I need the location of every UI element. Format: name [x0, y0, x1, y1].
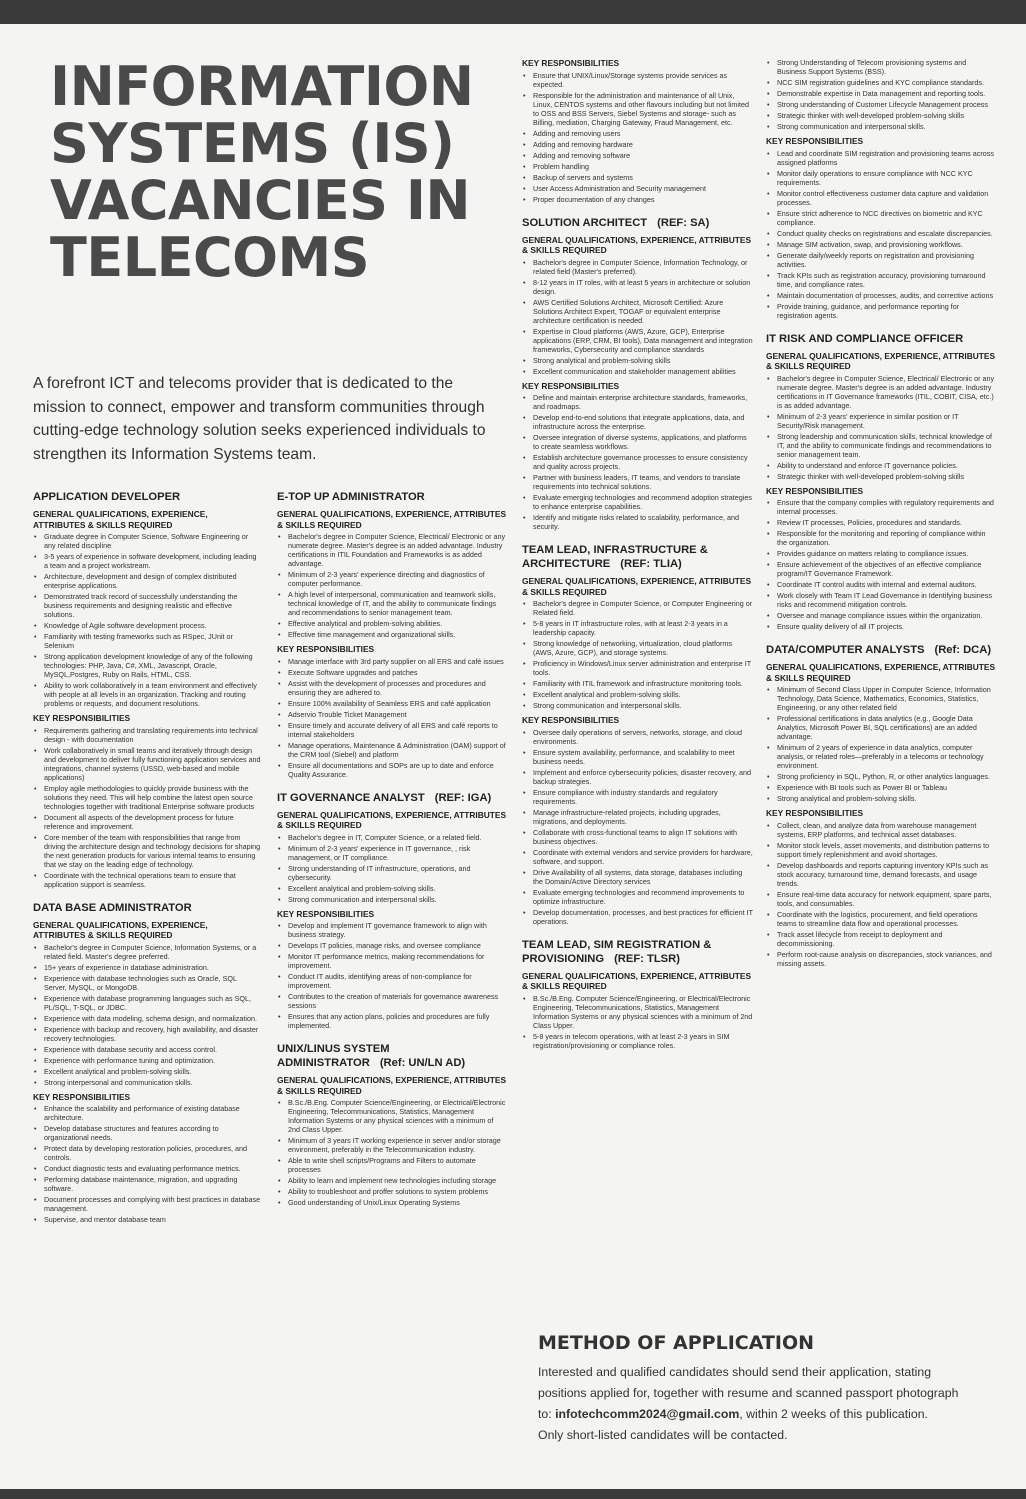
responsibilities-list: [33, 726, 261, 889]
list-item: • Strong communication and interpersonal skills.: [522, 701, 754, 710]
list-item: • Experience with database technologies such as Oracle, SQL Server, MySQL, or MongoDB.: [33, 974, 261, 992]
job-title: APPLICATION DEVELOPER: [33, 491, 181, 503]
responsibilities-heading: KEY RESPONSIBILITIES: [277, 644, 375, 654]
list-item: • Perform root-cause analysis on discrepancies, stock variances, and missing assets.: [766, 950, 996, 968]
qualifications-heading: GENERAL QUALIFICATIONS, EXPERIENCE, ATTRIBUTES & SKILLS REQUIRED: [33, 919, 208, 940]
list-item: • Excellent analytical and problem-solving skills.: [277, 884, 507, 893]
list-item: • 8-12 years in IT roles, with at least 5 years in architecture or solution design.: [522, 278, 754, 296]
method-line-3-rest: , within 2 weeks of this publication.: [739, 1407, 928, 1421]
list-item: • Manage interface with 3rd party supplier on all ERS and café issues: [277, 657, 507, 666]
list-item: • Bachelor's degree in Computer Science, Information Systems, or a related field. Master's degree preferred.: [33, 943, 261, 961]
list-item: • A high level of interpersonal, communication and teamwork skills, technical knowledge of IT, and the ability to communicate findings and recommendations to senior management team.: [277, 590, 507, 617]
responsibilities-heading: KEY RESPONSIBILITIES: [33, 1091, 131, 1102]
list-item: • 3-5 years of experience in software development, including leading a team and a project workstream.: [33, 552, 261, 570]
list-item: • Ability to work collaboratively in a team environment and effectively with people at all levels in an organization. Tracking and routing problems or requests, and document resolutions.: [33, 681, 261, 708]
list-item: • Minimum of 2-3 years' experience directing and diagnostics of computer performance.: [277, 570, 507, 588]
list-item: • Ensure strict adherence to NCC directives on biometric and KYC compliance.: [766, 209, 996, 227]
qualifications-heading: GENERAL QUALIFICATIONS, EXPERIENCE, ATTRIBUTES & SKILLS REQUIRED: [522, 970, 752, 991]
list-item: • Conduct IT audits, identifying areas of non-compliance for improvement.: [277, 972, 507, 990]
qualifications-list: [33, 532, 261, 708]
list-item: • Supervise, and mentor database team: [33, 1215, 261, 1224]
list-item: • Demonstrable expertise in Data management and reporting tools.: [766, 89, 996, 98]
job-ref: (REF: TLIA): [620, 558, 682, 570]
list-item: • Strong analytical and problem-solving skills: [522, 356, 754, 365]
qualifications-heading: GENERAL QUALIFICATIONS, EXPERIENCE, ATTRIBUTES & SKILLS REQUIRED: [766, 350, 996, 371]
list-item: • Collect, clean, and analyze data from warehouse management systems, ERP platforms, and technical asset databases.: [766, 821, 996, 839]
responsibilities-list: [766, 149, 996, 320]
list-item: • Collaborate with cross-functional teams to align IT solutions with business objectives.: [522, 828, 754, 846]
list-item: • Ensure 100% availability of Seamless ERS and café application: [277, 699, 507, 708]
job-title: IT RISK AND COMPLIANCE OFFICER: [766, 332, 964, 345]
list-item: • Strong analytical and problem-solving skills.: [766, 794, 996, 803]
job-title: [277, 791, 507, 805]
list-item: • Identify and mitigate risks related to scalability, performance, and security.: [522, 513, 754, 531]
list-item: • 15+ years of experience in database administration.: [33, 963, 261, 972]
section-unix-linux-administrator: [277, 1042, 507, 1207]
list-item: • Experience with backup and recovery, high availability, and disaster recovery technologies.: [33, 1025, 261, 1043]
method-line-3: [538, 1404, 998, 1425]
list-item: • Minimum of 2-3 years' experience in similar position or IT Security/Risk management.: [766, 412, 996, 430]
list-item: • Establish architecture governance processes to ensure consistency and quality across projects.: [522, 453, 754, 471]
list-item: • Proficiency in Windows/Linux server administration and enterprise IT tools.: [522, 659, 754, 677]
section-application-developer: [33, 490, 261, 889]
list-item: • Work closely with Team IT Lead Governance in Identifying business risks and recommend mitigation controls.: [766, 591, 996, 609]
list-item: • Bachelor's degree in Computer Science, Information Technology, or related field (Master's preferred).: [522, 258, 754, 276]
qualifications-list: [277, 1098, 507, 1207]
list-item: • Professional certifications in data analytics (e.g., Google Data Analytics, Microsoft Power BI, SQL certifications) are an added advantage.: [766, 714, 996, 741]
list-item: • Ensure all documentations and SOPs are up to date and enforce Quality Assurance.: [277, 761, 507, 779]
list-item: • Strong application development knowledge of any of the following technologies: PHP, Java, C#, XML, Javascript, Oracle, MySQL,Postgres, Ruby on Rails, HTML, CSS.: [33, 652, 261, 679]
list-item: • Monitor IT performance metrics, making recommendations for improvement.: [277, 952, 507, 970]
list-item: • Ensure real-time data accuracy for network equipment, spare parts, tools, and consumables.: [766, 890, 996, 908]
job-title-text: IT GOVERNANCE ANALYST: [277, 791, 425, 804]
job-title: [766, 643, 996, 657]
list-item: • AWS Certified Solutions Architect, Microsoft Certified: Azure Solutions Architect Expert, TOGAF or equivalent enterprise architecture certification is needed.: [522, 298, 754, 325]
to-label: to:: [538, 1407, 552, 1421]
list-item: • Oversee and manage compliance issues within the organization.: [766, 611, 996, 620]
list-item: • Partner with business leaders, IT teams, and vendors to translate requirements into technical solutions.: [522, 473, 754, 491]
list-item: • Track KPIs such as registration accuracy, provisioning turnaround time, and compliance rates.: [766, 271, 996, 289]
list-item: • Experience with performance tuning and optimization.: [33, 1056, 261, 1065]
list-item: • Evaluate emerging technologies and recommend improvements to optimize infrastructure.: [522, 888, 754, 906]
responsibilities-heading: KEY RESPONSIBILITIES: [522, 58, 620, 68]
list-item: • User Access Administration and Security management: [522, 184, 754, 193]
list-item: • Ensure quality delivery of all IT projects.: [766, 622, 996, 631]
list-item: • Manage operations, Maintenance & Administration (OAM) support of the CRM tool (Siebel) and platform: [277, 741, 507, 759]
list-item: • Ensure that UNIX/Linux/Storage systems provide services as expected.: [522, 71, 754, 89]
list-item: • Drive Availability of all systems, data storage, databases including the Domain/Active Directory services: [522, 868, 754, 886]
list-item: • Generate daily/weekly reports on registration and provisioning activities.: [766, 251, 996, 269]
list-item: • Strong knowledge of networking, virtualization, cloud platforms (AWS, Azure, GCP), and storage systems.: [522, 639, 754, 657]
list-item: • Coordinate with the logistics, procurement, and field operations teams to streamline data flow and operational processes.: [766, 910, 996, 928]
qualifications-heading: GENERAL QUALIFICATIONS, EXPERIENCE, ATTRIBUTES & SKILLS REQUIRED: [277, 509, 507, 530]
list-item: • Excellent communication and stakeholder management abilities: [522, 367, 754, 376]
qualifications-heading: GENERAL QUALIFICATIONS, EXPERIENCE, ATTRIBUTES & SKILLS REQUIRED: [33, 509, 208, 530]
list-item: • Minimum of Second Class Upper in Computer Science, Information Technology, Data Science, Mathematics, Economics, Statistics, Engineering, or any other related field: [766, 685, 996, 712]
list-item: • Adding and removing software: [522, 151, 754, 160]
job-title: DATA BASE ADMINISTRATOR: [33, 901, 192, 914]
top-bar: [0, 0, 1026, 24]
list-item: • Ensure that the company complies with regulatory requirements and internal processes.: [766, 498, 996, 516]
section-solution-architect: [522, 216, 754, 532]
list-item: • Minimum of 2-3 years' experience in IT governance, , risk management, or IT compliance.: [277, 844, 507, 862]
list-item: • Provides guidance on matters relating to compliance issues.: [766, 549, 996, 558]
job-title: [277, 1042, 507, 1070]
qualifications-list-continued: [766, 58, 996, 131]
list-item: • Enhance the scalability and performance of existing database architecture.: [33, 1104, 261, 1122]
list-item: • Ability to learn and implement new technologies including storage: [277, 1176, 507, 1185]
list-item: • Develop end-to-end solutions that integrate applications, data, and infrastructure across the enterprise.: [522, 413, 754, 431]
job-title-text: SOLUTION ARCHITECT: [522, 216, 648, 229]
list-item: • Oversee daily operations of servers, networks, storage, and cloud environments.: [522, 728, 754, 746]
list-item: • Problem handling: [522, 162, 754, 171]
list-item: • Responsible for the monitoring and reporting of compliance within the organization.: [766, 529, 996, 547]
responsibilities-heading: KEY RESPONSIBILITIES: [33, 713, 131, 723]
list-item: • Execute Software upgrades and patches: [277, 668, 507, 677]
list-item: • Manage SIM activation, swap, and provisioning workflows.: [766, 240, 996, 249]
list-item: • Strong communication and interpersonal skills.: [766, 122, 996, 131]
list-item: • Strategic thinker with well-developed problem-solving skills: [766, 111, 996, 120]
responsibilities-list: [277, 921, 507, 1030]
section-unix-responsibilities: [522, 58, 754, 204]
list-item: • Good understanding of Unix/Linux Operating Systems: [277, 1198, 507, 1207]
list-item: • Core member of the team with responsibilities that range from driving the architecture design and technology decisions for shaping the next generation products for various internal teams to ensuring that we stay on the leading edge of technology.: [33, 833, 261, 869]
column-3: [522, 58, 754, 1328]
section-etop-up-administrator: [277, 490, 507, 779]
list-item: • Provide training, guidance, and performance reporting for registration agents.: [766, 302, 996, 320]
method-line-2: positions applied for, together with resume and scanned passport photograph: [538, 1386, 959, 1400]
list-item: • Strong communication and interpersonal skills.: [277, 895, 507, 904]
list-item: • 5-8 years in IT infrastructure roles, with at least 2-3 years in a leadership capacity.: [522, 619, 754, 637]
qualifications-heading: GENERAL QUALIFICATIONS, EXPERIENCE, ATTRIBUTES & SKILLS REQUIRED: [277, 1075, 507, 1096]
list-item: • Knowledge of Agile software development process.: [33, 621, 261, 630]
job-title: [522, 543, 754, 571]
qualifications-list: [522, 599, 754, 710]
list-item: • Employ agile methodologies to quickly provide business with the solutions they need. This will help combine the latest open source technologies together with traditional Enterprise software products: [33, 784, 261, 811]
list-item: • Bachelor's degree in IT, Computer Science, or a related field.: [277, 833, 507, 842]
list-item: • Coordinate with external vendors and service providers for hardware, software, and support.: [522, 848, 754, 866]
list-item: • Ensures that any action plans, policies and procedures are fully implemented.: [277, 1012, 507, 1030]
list-item: • Evaluate emerging technologies and recommend adoption strategies to enhance enterprise capabilities.: [522, 493, 754, 511]
list-item: • Implement and enforce cybersecurity policies, disaster recovery, and backup strategies.: [522, 768, 754, 786]
column-1: [33, 490, 261, 1480]
list-item: • Bachelor's degree in Computer Science, Electrical/ Electronic or any numerate degree. Master's degree is an added advantage. Industry certifications in ITIL Foundation and Frameworks is as added advantage.: [277, 532, 507, 568]
qualifications-list: [766, 374, 996, 481]
column-2: [277, 490, 507, 1440]
list-item: • Develop documentation, processes, and best practices for efficient IT operations.: [522, 908, 754, 926]
list-item: • Review IT processes, Policies, procedures and standards.: [766, 518, 996, 527]
responsibilities-heading: KEY RESPONSIBILITIES: [522, 715, 620, 725]
job-ref: (REF: IGA): [434, 791, 492, 804]
section-data-computer-analysts: [766, 643, 996, 968]
list-item: • Experience with database programming languages such as SQL, PL/SQL, T-SQL, or JDBC.: [33, 994, 261, 1012]
list-item: • Ensure compliance with industry standards and regulatory requirements.: [522, 788, 754, 806]
list-item: • Bachelor's degree in Computer Science, or Computer Engineering or Related field.: [522, 599, 754, 617]
list-item: • Familiarity with testing frameworks such as RSpec, JUnit or Selenium: [33, 632, 261, 650]
list-item: • NCC SIM registration guidelines and KYC compliance standards.: [766, 78, 996, 87]
list-item: • Contributes to the creation of materials for governance awareness sessions: [277, 992, 507, 1010]
responsibilities-heading: KEY RESPONSIBILITIES: [522, 380, 620, 391]
qualifications-list: [277, 532, 507, 639]
column-4: [766, 58, 996, 1328]
list-item: • Responsible for the administration and maintenance of all Unix, Linux, CENTOS systems and other flavours including but not limited to OSS and BSS Servers, Siebel Systems and storage- such as Billing, mediation, Charging Gateway, Fraud Management, etc.: [522, 91, 754, 127]
responsibilities-list: [277, 657, 507, 779]
method-title: METHOD OF APPLICATION: [538, 1332, 815, 1354]
list-item: • Protect data by developing restoration policies, procedures, and controls.: [33, 1144, 261, 1162]
method-line-4: Only short-listed candidates will be contacted.: [538, 1428, 788, 1442]
list-item: • Architecture, development and design of complex distributed enterprise applications.: [33, 572, 261, 590]
responsibilities-list: [522, 71, 754, 204]
job-title: E-TOP UP ADMINISTRATOR: [277, 491, 425, 503]
qualifications-list: [33, 943, 261, 1087]
job-title-text: TEAM LEAD, SIM REGISTRATION & PROVISIONING: [522, 938, 712, 965]
section-it-risk-compliance: [766, 332, 996, 632]
method-of-application: [538, 1332, 998, 1446]
list-item: • Conduct quality checks on registrations and escalate discrepancies.: [766, 229, 996, 238]
list-item: • Minimum of 3 years IT working experience in server and/or storage environment, preferably in the Telecommunication industry.: [277, 1136, 507, 1154]
responsibilities-heading: KEY RESPONSIBILITIES: [766, 136, 864, 146]
job-ref: (REF: TLSR): [614, 952, 680, 965]
list-item: • Proper documentation of any changes: [522, 195, 754, 204]
list-item: • Ensure timely and accurate delivery of all ERS and café reports to internal stakeholders: [277, 721, 507, 739]
list-item: • Monitor daily operations to ensure compliance with NCC KYC requirements.: [766, 169, 996, 187]
list-item: • Define and maintain enterprise architecture standards, frameworks, and roadmaps.: [522, 393, 754, 411]
list-item: • B.Sc./B.Eng. Computer Science/Engineering, or Electrical/Electronic Engineering, Telecommunications, Statistics, Management Information Systems or any physical sciences with a minimum of 2nd Class Upper.: [522, 994, 754, 1030]
list-item: • Effective time management and organizational skills.: [277, 630, 507, 639]
job-title: [522, 938, 754, 966]
job-title-text: UNIX/LINUS SYSTEM ADMINISTRATOR: [277, 1043, 390, 1069]
job-ref: (Ref: DCA): [934, 644, 992, 656]
bottom-bar: [0, 1489, 1026, 1499]
list-item: • Ability to understand and enforce IT governance policies.: [766, 461, 996, 470]
section-database-administrator: [33, 901, 261, 1225]
list-item: • Lead and coordinate SIM registration and provisioning teams across assigned platforms: [766, 149, 996, 167]
list-item: • Strong proficiency in SQL, Python, R, or other analytics languages.: [766, 772, 996, 781]
qualifications-heading: GENERAL QUALIFICATIONS, EXPERIENCE, ATTRIBUTES & SKILLS REQUIRED: [766, 662, 996, 683]
list-item: • Coordinate IT control audits with internal and external auditors.: [766, 580, 996, 589]
list-item: • Develop database structures and features according to organizational needs.: [33, 1124, 261, 1142]
list-item: • Minimum of 2 years of experience in data analytics, computer analysis, or related roles—preferably in a telecoms or technology environment.: [766, 743, 996, 770]
list-item: • Coordinate with the technical operations team to ensure that application support is seamless.: [33, 871, 261, 889]
list-item: • Requirements gathering and translating requirements into technical design - with documentation: [33, 726, 261, 744]
responsibilities-list: [766, 821, 996, 968]
list-item: • Graduate degree in Computer Science, Software Engineering or any related discipline: [33, 532, 261, 550]
responsibilities-list: [522, 393, 754, 531]
job-ref: (REF: SA): [657, 216, 710, 229]
list-item: • Adservio Trouble Ticket Management: [277, 710, 507, 719]
list-item: • Maintain documentation of processes, audits, and corrective actions: [766, 291, 996, 300]
job-title-text: TEAM LEAD, INFRASTRUCTURE & ARCHITECTURE: [522, 544, 708, 570]
responsibilities-list: [522, 728, 754, 926]
list-item: • Oversee integration of diverse systems, applications, and platforms to create seamless workflows.: [522, 433, 754, 451]
list-item: • Develops IT policies, manage risks, and oversee compliance: [277, 941, 507, 950]
headline: INFORMATION SYSTEMS (IS) VACANCIES IN TELECOMS: [50, 55, 474, 289]
job-ref: (Ref: UN/LN AD): [379, 1057, 466, 1069]
list-item: • Develop dashboards and reports capturing inventory KPIs such as stock accuracy, turnaround time, demand forecasts, and usage trends.: [766, 861, 996, 888]
list-item: • Manage infrastructure-related projects, including upgrades, migrations, and deployments.: [522, 808, 754, 826]
list-item: • Conduct diagnostic tests and evaluating performance metrics.: [33, 1164, 261, 1173]
list-item: • Excellent analytical and problem-solving skills.: [33, 1067, 261, 1076]
list-item: • Strong interpersonal and communication skills.: [33, 1078, 261, 1087]
list-item: • Experience with data modeling, schema design, and normalization.: [33, 1014, 261, 1023]
list-item: • Demonstrated track record of successfully understanding the business requirements and designing realistic and effective solutions.: [33, 592, 261, 619]
application-email-link[interactable]: infotechcomm2024@gmail.com: [555, 1407, 740, 1421]
qualifications-heading: GENERAL QUALIFICATIONS, EXPERIENCE, ATTRIBUTES & SKILLS REQUIRED: [277, 809, 507, 830]
list-item: • Monitor stock levels, asset movements, and distribution patterns to support timely replenishment and avoid shortages.: [766, 841, 996, 859]
qualifications-list: [766, 685, 996, 803]
method-line-1: Interested and qualified candidates should send their application, stating: [538, 1365, 932, 1379]
intro-paragraph: A forefront ICT and telecoms provider that is dedicated to the mission to connect, empower and transform communities through cutting-edge technology solution seeks experienced individuals to strengthen its Information Systems team.: [33, 375, 486, 463]
list-item: • Excellent analytical and problem-solving skills.: [522, 690, 754, 699]
list-item: • Bachelor's degree in Computer Science, Electrical/ Electronic or any numerate degree. Master's degree is an added advantage. Industry certifications in IT Governance frameworks (ITIL, COBIT, CISA, etc.) is as added advantage.: [766, 374, 996, 410]
list-item: • Experience with BI tools such as Power BI or Tableau: [766, 783, 996, 792]
list-item: • Work collaboratively in small teams and iteratively through design and development to deliver fully functioning application services and integrations, channel systems (USSD, web-based and mobile applications): [33, 746, 261, 782]
responsibilities-list: [33, 1104, 261, 1224]
responsibilities-heading: KEY RESPONSIBILITIES: [277, 908, 375, 919]
section-sim-registration-continued: [766, 58, 996, 320]
list-item: • Experience with database security and access control.: [33, 1045, 261, 1054]
list-item: • Strategic thinker with well-developed problem-solving skills: [766, 472, 996, 481]
list-item: • Assist with the development of processes and procedures and ensuring they are adhered to.: [277, 679, 507, 697]
section-team-lead-sim-registration: [522, 938, 754, 1050]
list-item: • Familiarity with ITIL framework and infrastructure monitoring tools.: [522, 679, 754, 688]
list-item: • Able to write shell scripts/Programs and Filters to automate processes: [277, 1156, 507, 1174]
list-item: • Track asset lifecycle from receipt to deployment and decommissioning.: [766, 930, 996, 948]
list-item: • Ensure system availability, performance, and scalability to meet business needs.: [522, 748, 754, 766]
list-item: • Ensure achievement of the objectives of an effective compliance program/IT Governance Framework.: [766, 560, 996, 578]
list-item: • 5-8 years in telecom operations, with at least 2-3 years in SIM registration/provisioning or compliance roles.: [522, 1032, 754, 1050]
qualifications-list: [522, 994, 754, 1050]
list-item: • B.Sc./B.Eng. Computer Science/Engineering, or Electrical/Electronic Engineering, Telecommunications, Statistics, Management Information Systems or any physical sciences with a minimum of 2nd Class Upper.: [277, 1098, 507, 1134]
job-title-text: DATA/COMPUTER ANALYSTS: [766, 644, 925, 656]
list-item: • Monitor control effectiveness customer data capture and validation processes.: [766, 189, 996, 207]
list-item: • Performing database maintenance, migration, and upgrading software.: [33, 1175, 261, 1193]
list-item: • Document processes and complying with best practices in database management.: [33, 1195, 261, 1213]
list-item: • Strong Understanding of Telecom provisioning systems and Business Support Systems (BSS).: [766, 58, 996, 76]
responsibilities-list: [766, 498, 996, 631]
list-item: • Document all aspects of the development process for future reference and improvement.: [33, 813, 261, 831]
list-item: • Strong leadership and communication skills, technical knowledge of IT, and the ability to communicate findings and recommendations to senior management team.: [766, 432, 996, 459]
list-item: • Develop and implement IT governance framework to align with business strategy.: [277, 921, 507, 939]
qualifications-list: [277, 833, 507, 904]
list-item: • Adding and removing users: [522, 129, 754, 138]
list-item: • Backup of servers and systems: [522, 173, 754, 182]
responsibilities-heading: KEY RESPONSIBILITIES: [766, 485, 864, 496]
section-it-governance-analyst: [277, 791, 507, 1031]
qualifications-heading: GENERAL QUALIFICATIONS, EXPERIENCE, ATTRIBUTES & SKILLS REQUIRED: [522, 576, 752, 597]
list-item: • Strong understanding of Customer Lifecycle Management process: [766, 100, 996, 109]
section-team-lead-infrastructure: [522, 543, 754, 926]
job-title: [522, 216, 754, 230]
list-item: • Adding and removing hardware: [522, 140, 754, 149]
list-item: • Expertise in Cloud platforms (AWS, Azure, GCP), Enterprise applications (ERP, CRM, BI tools), Data management and integration frameworks, Cybersecurity and compliance standards: [522, 327, 754, 354]
list-item: • Ability to troubleshoot and proffer solutions to system problems: [277, 1187, 507, 1196]
list-item: • Strong understanding of IT infrastructure, operations, and cybersecurity.: [277, 864, 507, 882]
list-item: • Effective analytical and problem-solving abilities.: [277, 619, 507, 628]
qualifications-list: [522, 258, 754, 376]
qualifications-heading: GENERAL QUALIFICATIONS, EXPERIENCE, ATTRIBUTES & SKILLS REQUIRED: [522, 234, 752, 255]
responsibilities-heading: KEY RESPONSIBILITIES: [766, 808, 864, 818]
